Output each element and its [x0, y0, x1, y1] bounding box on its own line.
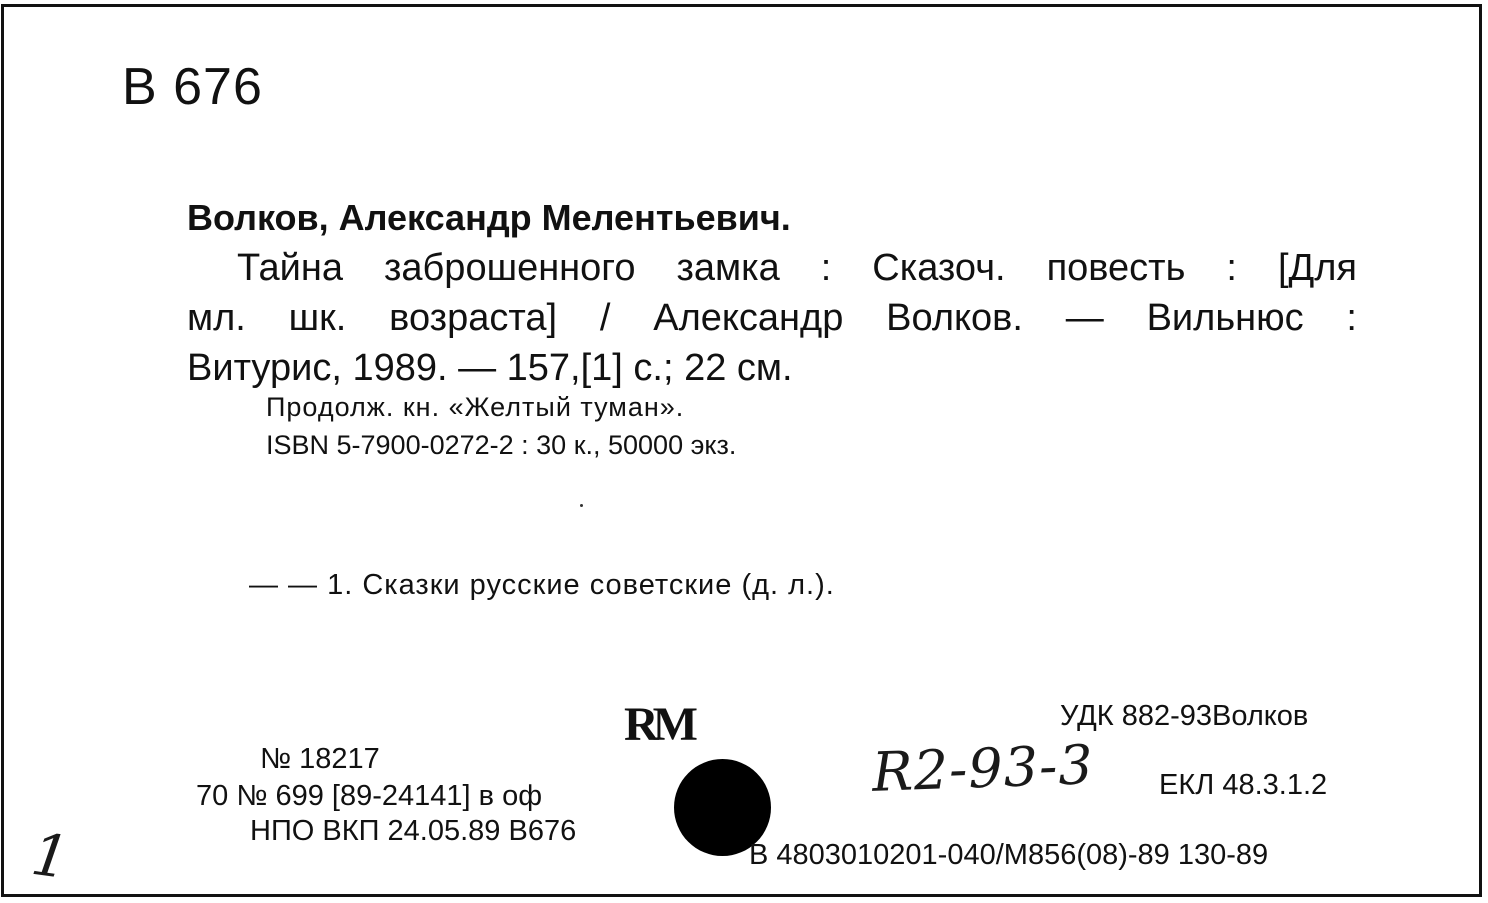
author-heading: Волков, Александр Мелентьевич. [187, 197, 791, 238]
description-line-3: Витурис, 1989. — 157,[1] с.; 22 см. [187, 347, 793, 389]
rm-stamp: RM [624, 698, 692, 751]
handwritten-mark: 1 [27, 819, 74, 893]
subject-heading: — — 1. Сказки русские советские (д. л.). [249, 569, 835, 601]
description-line-2: мл. шк. возраста] / Александр Волков. — Вильнюс : [187, 297, 1357, 339]
record-number: № 18217 [260, 743, 380, 775]
description-line-1: Тайна заброшенного замка : Сказоч. повесть : [Для [237, 247, 1357, 289]
isbn-note: ISBN 5-7900-0272-2 : 30 к., 50000 экз. [266, 430, 737, 460]
udk-index: УДК 882-93Волков [1060, 700, 1309, 732]
order-line: 70 № 699 [89-24141] в оф [196, 780, 543, 812]
sequel-note: Продолж. кн. «Желтый туман». [266, 392, 685, 422]
call-number: В 676 [122, 58, 263, 116]
catalog-card [1, 4, 1482, 897]
handwritten-code: R2-93-3 [870, 733, 1095, 804]
ink-speck [580, 504, 583, 507]
bibliographic-description [187, 243, 1357, 393]
classification-code: В 4803010201-040/М856(08)-89 130-89 [749, 839, 1269, 871]
ekl-index: ЕКЛ 48.3.1.2 [1159, 769, 1328, 801]
publisher-line: НПО ВКП 24.05.89 В676 [250, 815, 577, 847]
